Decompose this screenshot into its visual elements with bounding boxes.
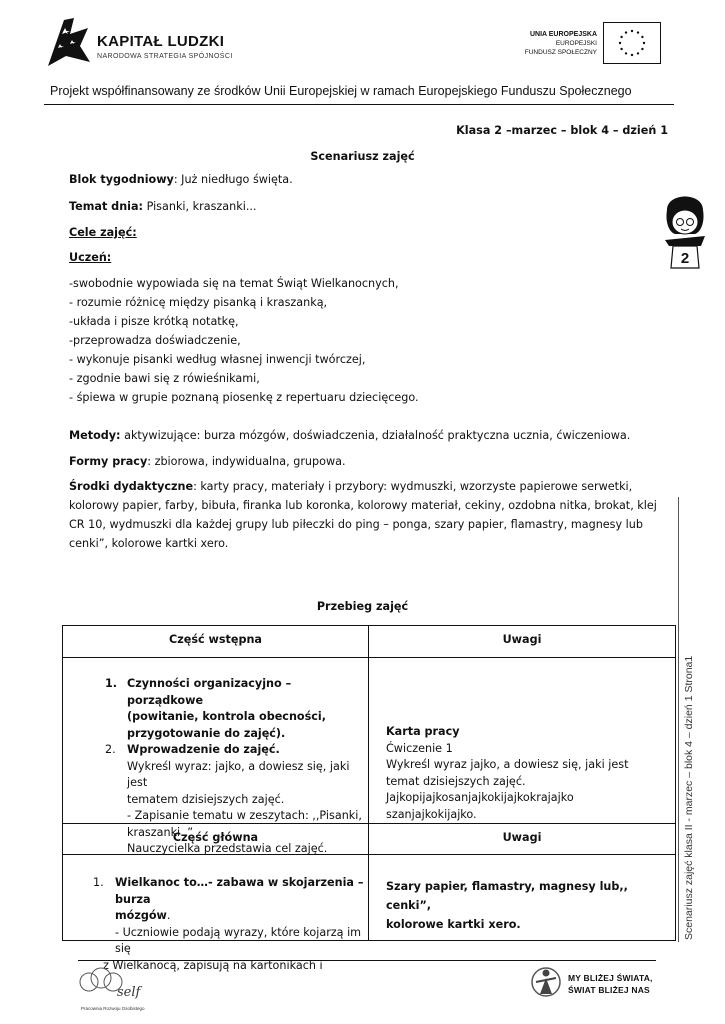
eu-caption <box>505 30 597 57</box>
notes-line: Ćwiczenie 1 <box>386 741 453 755</box>
self-logo-icon <box>77 964 157 1014</box>
table-header-notes: Uwagi <box>368 625 676 658</box>
globe-figure-icon <box>530 964 562 1000</box>
notes-line: temat dzisiejszych zajęć. <box>386 774 526 788</box>
side-divider <box>678 497 679 942</box>
list-item-number: 2. <box>105 743 116 756</box>
eu-line-2: EUROPEJSKI <box>555 40 597 47</box>
teaching-aids-line: : karty pracy, materiały i przybory: wydmuszki, wzorzyste papierowe serwetki, <box>193 480 633 493</box>
list-item-title: Wielkanoc to…- zabawa w skojarzenia – burza <box>115 876 364 906</box>
goal-item: - zgodnie bawi się z rówieśnikami, <box>69 372 260 385</box>
weekly-block <box>69 170 669 189</box>
goal-item: -układa i pisze krótką notatkę, <box>69 315 239 328</box>
logo-subtitle: NARODOWA STRATEGIA SPÓJNOŚCI <box>97 53 233 60</box>
worksheet-title: Karta pracy <box>386 725 460 738</box>
day-topic <box>69 197 669 216</box>
footer-slogan <box>568 972 653 996</box>
list-item-title-cont: mózgów <box>115 909 167 922</box>
footer-slogan-line-1: MY BLIŻEJ ŚWIATA, <box>568 973 653 983</box>
table-header-main: Część główna <box>62 823 369 855</box>
footer-divider <box>78 960 656 961</box>
goal-item: - śpiewa w grupie poznaną piosenkę z repertuaru dziecięcego. <box>69 391 419 404</box>
teaching-aids-line: CR 10, wydmuszki dla każdej grupy lub piłeczki do ping – ponga, szary papier, flamastry, magnesy lub <box>69 518 643 531</box>
day-topic-label: Temat dnia: <box>69 200 144 213</box>
methods <box>69 426 669 445</box>
weekly-block-label: Blok tygodniowy <box>69 173 174 186</box>
notes-line: Jajkopijajkosanjajkokijajkokrajajko <box>386 791 574 804</box>
lesson-course-title: Przebieg zajęć <box>316 600 409 613</box>
list-item-line: - Uczniowie podają wyrazy, które kojarzą im się <box>115 925 362 955</box>
kapital-ludzki-logo-icon <box>44 14 92 70</box>
list-item-title-suffix: . <box>166 909 171 922</box>
student-heading: Uczeń: <box>69 251 112 264</box>
mascot-number: 2 <box>680 250 690 267</box>
logo-title: KAPITAŁ LUDZKI <box>97 33 225 50</box>
intro-notes-cell <box>368 657 676 824</box>
main-notes-cell <box>368 854 676 941</box>
self-logo-text: self <box>117 985 141 1000</box>
methods-label: Metody: <box>69 429 121 442</box>
methods-value: aktywizujące: burza mózgów, doświadczenia, działalność praktyczna ucznia, ćwiczeniowa. <box>120 429 631 442</box>
weekly-block-value: : Już niedługo święta. <box>173 173 293 186</box>
side-page-caption: Scenariusz zajęć klasa II - marzec – blok 4 – dzień 1 Strona1 <box>683 655 695 940</box>
eu-flag-icon <box>603 22 661 64</box>
teaching-aids-line: cenki”, kolorowe kartki xero. <box>69 537 229 550</box>
list-item-line: przygotowanie do zajęć). <box>127 726 286 740</box>
project-line: Projekt współfinansowany ze środków Unii Europejskiej w ramach Europejskiego Funduszu Społecznego <box>50 84 632 98</box>
eu-line-3: FUNDUSZ SPOŁECZNY <box>524 49 597 56</box>
table-header-intro: Część wstępna <box>62 625 369 658</box>
self-logo-caption: Pracownia Rozwoju Osobistego <box>81 1006 145 1011</box>
list-item-number: 1. <box>93 876 104 889</box>
eu-line-1: UNIA EUROPEJSKA <box>529 31 597 38</box>
table-header-notes-2: Uwagi <box>368 823 676 855</box>
main-cell <box>62 854 369 972</box>
list-item-line: Nauczycielka przedstawia cel zajęć. <box>127 842 328 855</box>
notes-line: kolorowe kartki xero. <box>386 918 521 931</box>
list-item-line: tematem dzisiejszych zajęć. <box>127 792 285 806</box>
header-divider <box>44 104 674 105</box>
teaching-aids-line: kolorowy papier, farby, bibuła, firanka lub koronka, kolorowy materiał, cekiny, ozdobna nitka, brokat, klej <box>69 499 657 512</box>
day-topic-value: Pisanki, kraszanki... <box>143 200 257 213</box>
notes-line: Wykreśl wyraz jajko, a dowiesz się, jaki jest <box>386 758 629 771</box>
goals-list <box>69 274 669 407</box>
teaching-aids <box>69 477 669 553</box>
goal-item: -przeprowadza doświadczenie, <box>69 334 241 347</box>
work-forms-label: Formy pracy <box>69 455 148 468</box>
list-item <box>103 676 363 742</box>
list-item-line: Czynności organizacyjno – porządkowe <box>127 677 292 707</box>
list-item-line: z Wielkanocą, zapisują na kartonikach i <box>103 958 323 972</box>
teaching-aids-label: Środki dydaktyczne <box>69 480 194 493</box>
list-item-line: (powitanie, kontrola obecności, <box>127 710 326 723</box>
notes-line: szanjajkokijajko. <box>386 807 477 821</box>
list-item-title: Wprowadzenie do zajęć. <box>127 743 280 756</box>
goal-item: - rozumie różnicę między pisanką i kraszanką, <box>69 296 328 309</box>
goal-item: -swobodnie wypowiada się na temat Świąt Wielkanocnych, <box>69 277 399 290</box>
goals-heading: Cele zajęć: <box>69 226 137 239</box>
scenario-title: Scenariusz zajęć <box>310 150 415 163</box>
work-forms <box>69 452 669 471</box>
goal-item: - wykonuje pisanki według własnej inwencji twórczej, <box>69 353 366 366</box>
work-forms-value: : zbiorowa, indywidualna, grupowa. <box>147 455 346 468</box>
list-item-line: kraszanki..” <box>127 825 194 839</box>
list-item-line: Wykreśl wyraz: jajko, a dowiesz się, jaki jest <box>127 759 350 789</box>
class-info: Klasa 2 –marzec – blok 4 – dzień 1 <box>456 124 668 137</box>
list-item-line: - Zapisanie tematu w zeszytach: ,,Pisanki, <box>127 809 362 822</box>
lesson-table <box>62 625 676 972</box>
list-item-number: 1. <box>105 677 118 690</box>
notes-line: Szary papier, flamastry, magnesy lub,, cenki”, <box>386 880 628 912</box>
footer-slogan-line-2: ŚWIAT BLIŻEJ NAS <box>568 985 650 995</box>
